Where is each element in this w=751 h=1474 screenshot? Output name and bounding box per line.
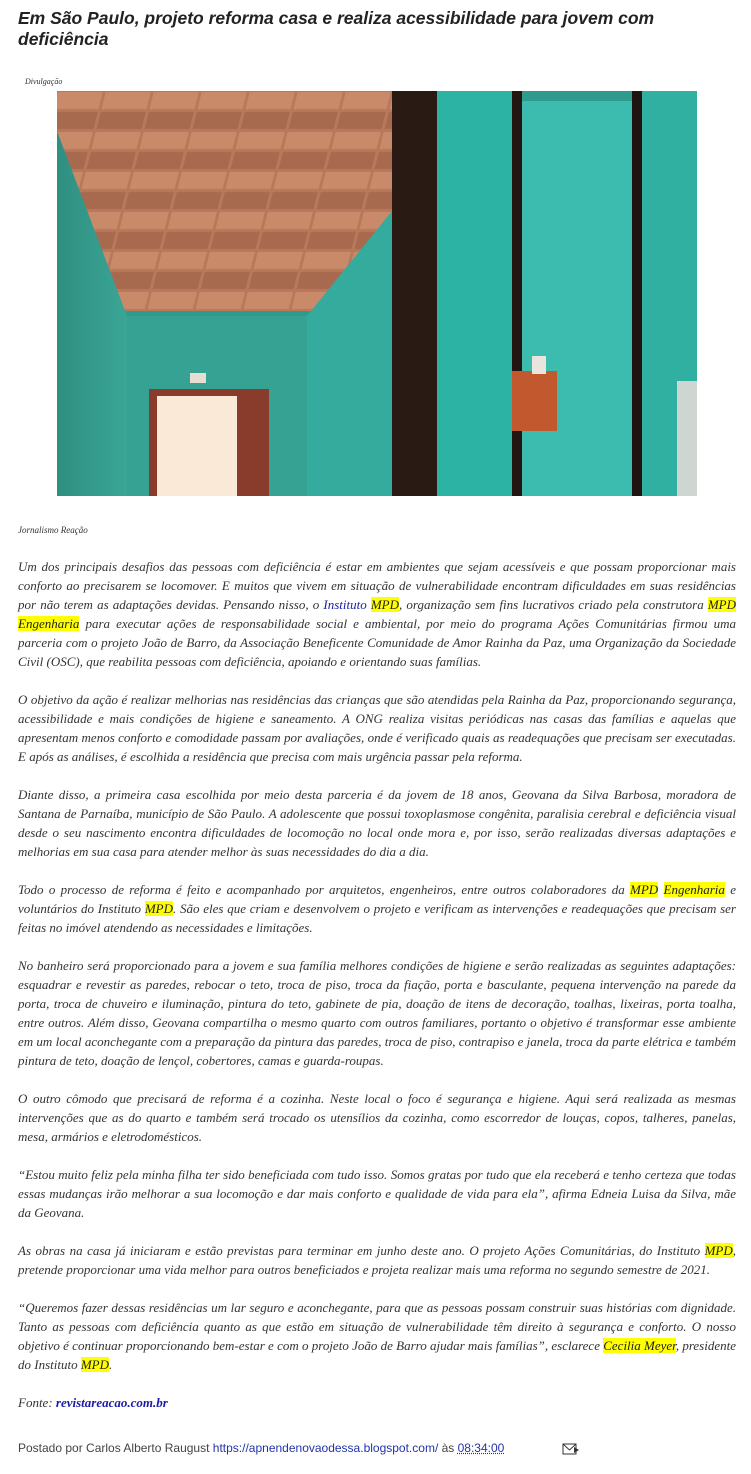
author-blog-link[interactable]: https://apnendenovaodessa.blogspot.com/ [212,1441,439,1455]
text: e voluntários do Instituto [18,882,736,916]
highlight-mpd: MPD [707,597,736,612]
text: , organização sem fins lucrativos criado pela construtora [399,597,708,612]
highlight-mpd: MPD [80,1357,110,1372]
post-title[interactable]: Em São Paulo, projeto reforma casa e realiza acessibilidade para jovem com deficiência [18,8,655,49]
text: , presidente do Instituto [18,1338,736,1372]
article-photo[interactable] [57,91,697,496]
text: Todo o processo de reforma é feito e acompanhado por arquitetos, engenheiros, entre outros colaboradores da [18,882,631,897]
paragraph-4 [18,880,736,937]
text: . São eles que criam e desenvolvem o projeto e verificam as intervenções e readequações que precisam ser feitas no imóvel atendendo as necessidades e limitações. [18,901,736,935]
source-line [18,1393,736,1412]
source-label: Fonte: [18,1395,56,1410]
instituto-link[interactable]: Instituto [323,597,367,612]
highlight-engenharia: Engenharia [663,882,725,897]
posted-by: Postado por Carlos Alberto Raugust [18,1441,213,1455]
highlight-mpd: MPD [144,901,173,916]
paragraph-8 [18,1241,736,1279]
text: . [109,1357,113,1372]
highlight-mpd: MPD [630,882,659,897]
text: Um dos principais desafios das pessoas com deficiência é estar em ambientes que sejam acessíveis e que possam proporcionar mais conforto ao precisarem se locomover. E muitos que vivem em situação de vulnerabilidade encontram dificuldades em suas residências por não terem as adaptações devidas. Pensando nisso, o [18,559,736,612]
paragraph-9 [18,1298,736,1374]
text: para executar ações de responsabilidade social e ambiental, por meio do programa Ações Comunitárias firmou uma parceria com o projeto João de Barro, da Associação Beneficente Comunidade de Amor Rainha da Paz, uma Organização da Sociedade Civil (OSC), que reabilita pessoas com deficiência, apoiando e orientando suas famílias. [18,616,736,669]
post-body [18,557,736,1431]
source-link[interactable]: revistareacao.com.br [55,1395,168,1410]
highlight-mpd: MPD [704,1243,733,1258]
text: “Queremos fazer dessas residências um lar seguro e aconchegante, para que as pessoas possam construir suas histórias com dignidade. Tanto as pessoas com deficiência quanto as que estão em situação de vulnerabilidade têm direito à segurança e conforto. O nosso objetivo é continuar proporcionando bem-estar e com o projeto João de Barro ajudar mais famílias”, esclarece [18,1300,736,1353]
paragraph-2: O objetivo da ação é realizar melhorias nas residências das crianças que são atendidas pela Rainha da Paz, proporcionando segurança, acessibilidade e mais condições de higiene e saneamento. A ONG realiza visitas periódicas nas casas das famílias e aquelas que apresentam menos conforto e comodidade passam por avaliações, onde é verificado quais as readequações que precisam ser executadas. E após as análises, é escolhida a residência que precisa com mais urgência passar pela reforma. [18,692,736,764]
paragraph-6: O outro cômodo que precisará de reforma é a cozinha. Neste local o foco é segurança e higiene. Aqui será realizada as mesmas intervenções que as do quarto e também será trocado os utensílios da cozinha, como escorredor de louças, copos, talheres, panelas, mesa, armários e eletrodomésticos. [18,1091,736,1144]
paragraph-5: No banheiro será proporcionado para a jovem e sua família melhores condições de higiene e serão realizadas as seguintes adaptações: esquadrar e revestir as paredes, rebocar o teto, troca de piso, troca da fiação, porta e basculante, pequena intervenção na parede da porta, troca de chuveiro e iluminação, pintura do teto, gabinete de pia, doação de itens de decoração, toalhas, lixeiras, porta toalha, entre outros. Além disso, Geovana compartilha o mesmo quarto com outros familiares, portanto o objetivo é transformar esse ambiente em um local aconchegante com a preparação da pintura das paredes, troca de piso, contrapiso e janela, troca da parte elétrica e também pintura de teto, doação de lençol, cobertores, camas e guarda-roupas. [18,958,736,1068]
at-label: às [438,1441,458,1455]
text: As obras na casa já iniciaram e estão previstas para terminar em junho deste ano. O projeto Ações Comunitárias, do Instituto [18,1243,705,1258]
paragraph-7: “Estou muito feliz pela minha filha ter sido beneficiada com tudo isso. Somos gratas por tudo que ela receberá e tenho certeza que todas essas mudanças irão melhorar a sua locomoção e dar mais conforto e qualidade de vida para ela”, afirma Edneia Luisa da Silva, mãe da Geovana. [18,1167,736,1220]
highlight-engenharia: Engenharia [18,616,80,631]
email-post-icon[interactable] [562,1442,580,1455]
image-credit: Divulgação [25,77,63,86]
post-timestamp-link[interactable]: 08:34:00 [457,1441,505,1455]
text: , pretende proporcionar uma vida melhor para outros beneficiados e projeta realizar mais uma reforma no segundo semestre de 2021. [18,1243,736,1277]
post-footer [18,1440,736,1456]
paragraph-1 [18,557,736,671]
highlight-name: Cecilia Meyer [603,1338,676,1353]
paragraph-3: Diante disso, a primeira casa escolhida por meio desta parceria é da jovem de 18 anos, Geovana da Silva Barbosa, moradora de Santana de Parnaíba, município de São Paulo. A adolescente que possui toxoplasmose congênita, paralisia cerebral e deficiência visual desde o seu nascimento encontra dificuldades de locomoção no local onde mora e, por isso, serão realizadas diversas adaptações e melhorias em sua casa para atender melhor às suas necessidades do dia a dia. [18,787,736,859]
highlight-mpd: MPD [370,597,400,612]
source-credit: Jornalismo Reação [18,525,88,535]
